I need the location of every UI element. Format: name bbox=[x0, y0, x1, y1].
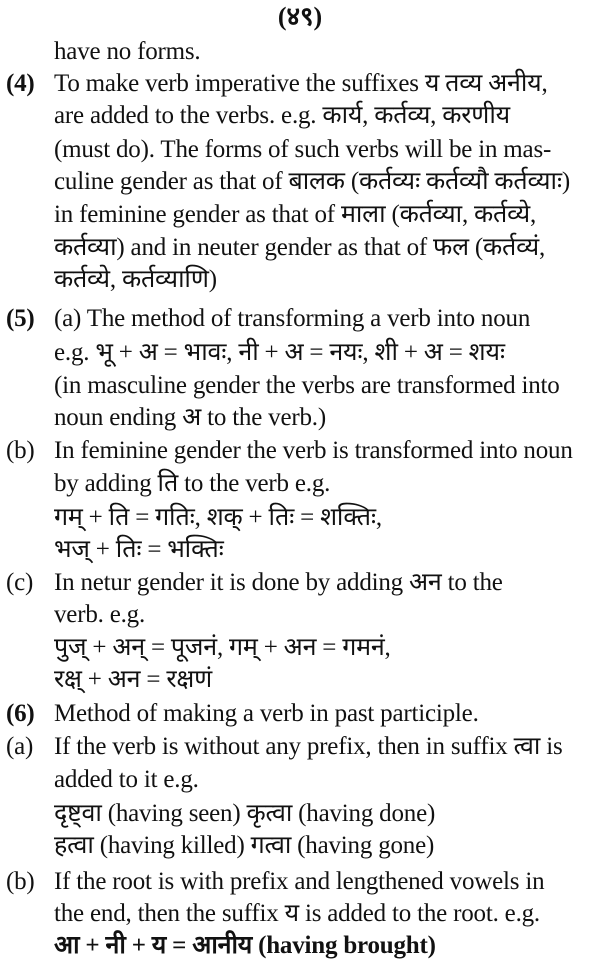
line-text: in feminine gender as that of माला (कर्तव्या, कर्तव्ये, bbox=[54, 201, 537, 228]
line-text: दृष्ट्वा (having seen) कृत्वा (having done) bbox=[54, 800, 436, 827]
item-marker: (c) bbox=[6, 569, 34, 596]
line-text: रक्ष् + अन = रक्षणं bbox=[54, 666, 212, 693]
item-marker: (6) bbox=[6, 700, 35, 727]
line-text: noun ending अ to the verb.) bbox=[54, 404, 326, 431]
line-text: पुज् + अन् = पूजनं, गम् + अन = गमनं, bbox=[54, 634, 391, 661]
line-text: added to it e.g. bbox=[54, 766, 199, 793]
line-text: culine gender as that of बालक (कर्तव्यः कर्तव्यौ कर्तव्याः) bbox=[54, 168, 570, 195]
line-text: कर्तव्ये, कर्तव्याणि) bbox=[54, 266, 217, 293]
line-text: are added to the verbs. e.g. कार्य, कर्तव्य, करणीय bbox=[54, 102, 510, 129]
line-text: have no forms. bbox=[54, 38, 201, 65]
page-number: (४९) bbox=[277, 2, 323, 31]
line-text: In netur gender it is done by adding अन to the bbox=[54, 569, 503, 596]
line-text: verb. e.g. bbox=[54, 601, 146, 628]
line-text: e.g. भू + अ = भावः, नी + अ = नयः, शी + अ = शयः bbox=[54, 339, 505, 366]
line-text: To make verb imperative the suffixes य तव्य अनीय, bbox=[54, 70, 548, 97]
line-text: गम् + ति = गतिः, शक् + तिः = शक्तिः, bbox=[54, 504, 382, 531]
line-text: the end, then the suffix य is added to the root. e.g. bbox=[54, 900, 540, 927]
line-text: भज् + तिः = भक्तिः bbox=[54, 536, 224, 563]
line-text: (a) The method of transforming a verb into noun bbox=[54, 305, 531, 332]
line-text: by adding ति to the verb e.g. bbox=[54, 470, 331, 497]
line-text: Method of making a verb in past participle. bbox=[54, 700, 479, 727]
line-text: हत्वा (having killed) गत्वा (having gone) bbox=[54, 832, 435, 859]
item-marker: (a) bbox=[6, 733, 34, 760]
item-marker: (b) bbox=[6, 868, 35, 895]
item-marker: (5) bbox=[6, 305, 35, 332]
line-text: If the verb is without any prefix, then in suffix त्वा is bbox=[54, 733, 563, 760]
line-text: In feminine gender the verb is transformed into noun bbox=[54, 437, 573, 464]
line-text: (in masculine gender the verbs are transformed into bbox=[54, 372, 560, 399]
line-text: कर्तव्या) and in neuter gender as that of फल (कर्तव्यं, bbox=[54, 234, 546, 261]
item-marker: (b) bbox=[6, 437, 35, 464]
item-marker: (4) bbox=[6, 70, 35, 97]
line-text: आ + नी + य = आनीय (having brought) bbox=[54, 932, 436, 959]
line-text: If the root is with prefix and lengthened vowels in bbox=[54, 868, 545, 895]
line-text: (must do). The forms of such verbs will be in mas- bbox=[54, 136, 552, 163]
